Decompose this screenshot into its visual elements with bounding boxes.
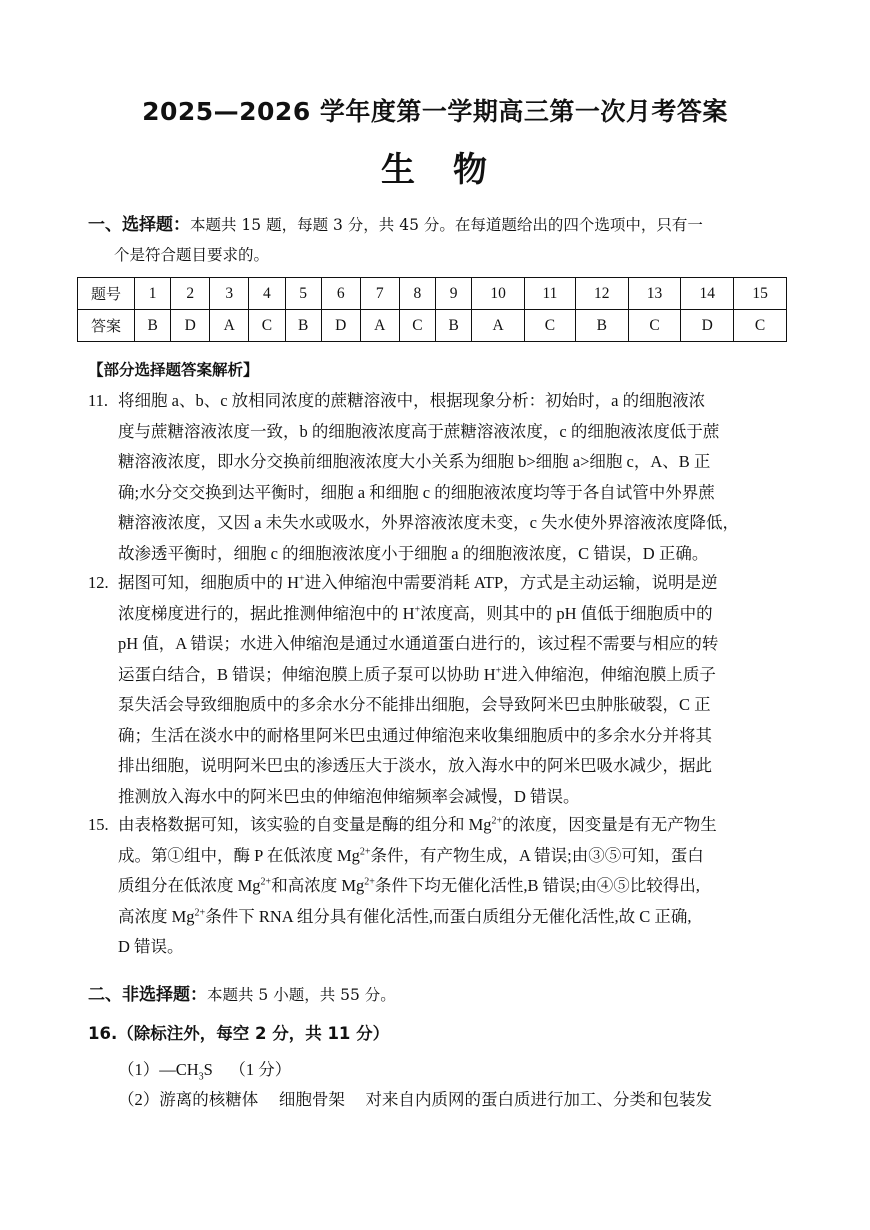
q12-line [118, 599, 788, 630]
q11-line: 糖溶液浓度，又因 a 未失水或吸水，外界溶液浓度未变，c 失水使外界溶液浓度降低， [118, 513, 740, 532]
q12-line: pH 值，A 错误；水进入伸缩泡是通过水通道蛋白进行的，该过程不需要与相应的转 [118, 634, 719, 653]
question-number: 7 [360, 278, 399, 310]
explanation-q12 [88, 568, 788, 812]
section1-heading: 一、选择题： [88, 215, 190, 235]
section1-text-line1: 本题共 15 题，每题 3 分，共 45 分。在每道题给出的四个选项中，只有一 [190, 216, 703, 234]
answer-table [77, 277, 787, 342]
q16-text: S （1 分） [203, 1060, 292, 1079]
q15-text: 质组分在低浓度 Mg [118, 876, 261, 895]
q15-text: 条件，有产物生成，A 错误;由③⑤可知，蛋白 [370, 845, 704, 865]
question-number: 14 [681, 278, 734, 310]
answer-cell: D [171, 310, 210, 342]
superscript: + [299, 573, 305, 585]
q12-text: 浓度高，则其中的 pH 值低于细胞质中的 [420, 603, 713, 623]
q16-text: （1）—CH [118, 1060, 199, 1079]
section2-heading: 二、非选择题： [88, 985, 207, 1005]
subject-char-1: 生 [381, 150, 417, 190]
section1-instructions [88, 210, 788, 270]
question-number: 13 [628, 278, 681, 310]
answer-cell: C [524, 310, 575, 342]
q15-line: D 错误。 [118, 937, 184, 956]
section1-text-line2: 个是符合题目要求的。 [114, 246, 270, 264]
subject-char-2: 物 [453, 150, 489, 190]
q12-line: 确；生活在淡水中的耐格里阿米巴虫通过伸缩泡来收集细胞质中的多余水分并将其 [118, 725, 712, 745]
question-number-label: 15. [88, 815, 109, 834]
question-number: 4 [249, 278, 285, 310]
question-number: 1 [135, 278, 171, 310]
answer-cell: A [210, 310, 249, 342]
superscript: 2+ [364, 876, 375, 888]
page-title: 2025—2026 学年度第一学期高三第一次月考答案 [142, 97, 728, 126]
q12-text: 据图可知，细胞质中的 H [118, 573, 300, 592]
superscript: 2+ [359, 846, 371, 857]
question-number: 15 [734, 278, 787, 310]
explanations-heading: 【部分选择题答案解析】 [88, 361, 259, 379]
superscript: 2+ [194, 907, 206, 918]
question-number: 10 [472, 278, 525, 310]
q11-line: 糖溶液浓度，即水分交换前细胞液浓度大小关系为细胞 b>细胞 a>细胞 c，A、B 正 [118, 452, 711, 471]
answer-cell: A [360, 310, 399, 342]
q15-text: 条件下均无催化活性,B 错误;由④⑤比较得出, [374, 876, 700, 895]
q15-text: 成。第①组中，酶 P 在低浓度 Mg [118, 845, 360, 865]
question-number: 2 [171, 278, 210, 310]
explanation-q15 [88, 810, 788, 963]
answer-cell: B [135, 310, 171, 342]
q12-line: 推测放入海水中的阿米巴虫的伸缩泡伸缩频率会减慢，D 错误。 [118, 786, 580, 806]
q15-text: 由表格数据可知，该实验的自变量是酶的组分和 Mg [118, 815, 492, 834]
superscript: + [495, 665, 502, 676]
q12-line [118, 568, 788, 599]
question-number: 11 [524, 278, 575, 310]
q16-heading: 16.（除标注外，每空 2 分，共 11 分） [88, 1024, 390, 1043]
q15-line [118, 841, 788, 872]
answer-cell: C [399, 310, 435, 342]
question-number: 6 [321, 278, 360, 310]
section2-instructions [88, 980, 396, 1005]
answer-cell: C [734, 310, 787, 342]
question-number: 5 [285, 278, 321, 310]
answer-cell: D [681, 310, 734, 342]
q15-line [118, 902, 788, 933]
answer-cell: A [472, 310, 525, 342]
superscript: + [414, 604, 421, 615]
q15-text: 高浓度 Mg [118, 906, 195, 926]
superscript: 2+ [491, 815, 503, 827]
subscript: 3 [198, 1071, 204, 1083]
superscript: 2+ [260, 876, 272, 888]
q12-text: 浓度梯度进行的，据此推测伸缩泡中的 H [118, 603, 415, 623]
q11-line: 确;水分交交换到达平衡时，细胞 a 和细胞 c 的细胞液浓度均等于各自试管中外界蔗 [118, 482, 715, 502]
q12-line: 排出细胞，说明阿米巴虫的渗透压大于淡水，放入海水中的阿米巴吸水减少，据此 [118, 756, 712, 775]
answer-table-number-row [78, 278, 787, 310]
q15-text: 的浓度，因变量是有无产物生 [502, 815, 717, 834]
q12-text: 进入伸缩泡，伸缩泡膜上质子 [501, 664, 716, 684]
q12-text: 进入伸缩泡中需要消耗 ATP，方式是主动运输，说明是逆 [304, 573, 718, 592]
section2-text: 本题共 5 小题，共 55 分。 [207, 986, 396, 1004]
q15-text: 和高浓度 Mg [271, 876, 365, 895]
subject-title [0, 142, 870, 191]
row-label-number: 题号 [78, 278, 135, 310]
q11-line: 故渗透平衡时，细胞 c 的细胞液浓度小于细胞 a 的细胞液浓度，C 错误，D 正确。 [118, 543, 709, 563]
question-number: 9 [436, 278, 472, 310]
q15-line [118, 810, 788, 841]
explanation-q11 [88, 386, 788, 569]
q16-answer-2: （2）游离的核糖体 细胞骨架 对来自内质网的蛋白质进行加工、分类和包装发 [118, 1090, 712, 1109]
answer-table-answer-row [78, 310, 787, 342]
q11-line: 将细胞 a、b、c 放相同浓度的蔗糖溶液中，根据现象分析：初始时，a 的细胞液浓 [118, 391, 706, 410]
q15-text: 条件下 RNA 组分具有催化活性,而蛋白质组分无催化活性,故 C 正确, [205, 906, 692, 926]
answer-cell: B [575, 310, 628, 342]
question-number: 12 [575, 278, 628, 310]
q12-text: 运蛋白结合，B 错误；伸缩泡膜上质子泵可以协助 H [118, 664, 496, 684]
answer-cell: B [285, 310, 321, 342]
answer-cell: D [321, 310, 360, 342]
q12-line: 泵失活会导致细胞质中的多余水分不能排出细胞，会导致阿米巴虫肿胀破裂，C 正 [118, 695, 711, 714]
answer-cell: C [628, 310, 681, 342]
q15-line [118, 871, 788, 902]
answer-cell: B [436, 310, 472, 342]
answer-cell: C [249, 310, 285, 342]
question-number: 3 [210, 278, 249, 310]
question-number-label: 12. [88, 573, 109, 592]
question-number: 8 [399, 278, 435, 310]
question-number-label: 11. [88, 391, 109, 410]
row-label-answer: 答案 [78, 310, 135, 342]
q12-line [118, 660, 788, 691]
q16-answer-1 [118, 1056, 292, 1083]
q11-line: 度与蔗糖溶液浓度一致，b 的细胞液浓度高于蔗糖溶液浓度，c 的细胞液浓度低于蔗 [118, 421, 720, 441]
